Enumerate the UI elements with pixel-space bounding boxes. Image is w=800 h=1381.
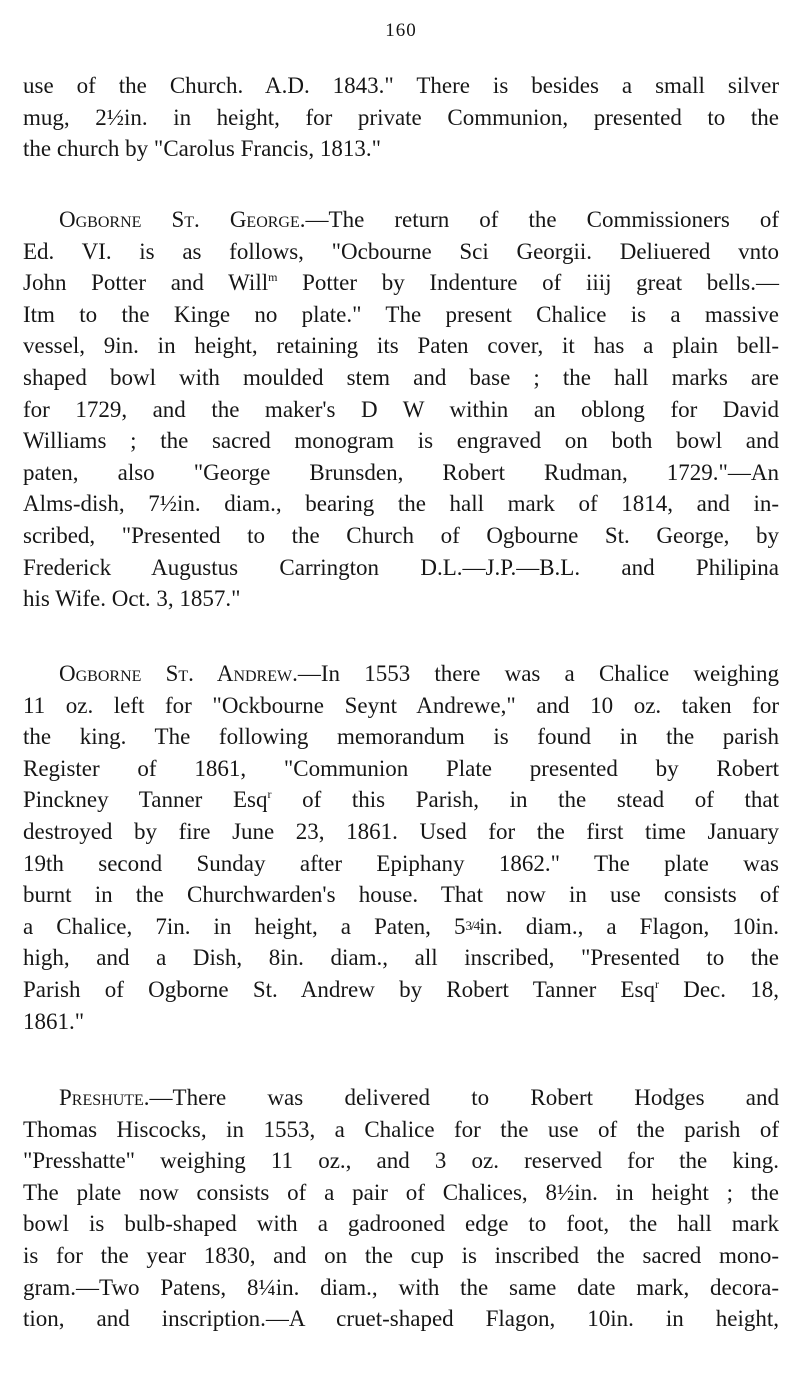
page-number: 160 (385, 20, 417, 41)
text-line: 19th second Sunday after Epiphany 1862." The plate was (23, 850, 779, 876)
text-line: Register of 1861, "Communion Plate presented by Robert (23, 755, 779, 781)
text-line: destroyed by fire June 23, 1861. Used for the first time January (23, 818, 779, 844)
superscript: m (268, 270, 278, 285)
text-line: shaped bowl with moulded stem and base ; the hall marks are (23, 364, 779, 390)
text-line: 1861." (23, 1008, 85, 1034)
text-run: Pinckney Tanner Esq (23, 787, 268, 813)
paragraph-preshute (23, 1082, 779, 1335)
text-line: is for the year 1830, and on the cup is inscribed the sacred mono- (23, 1242, 779, 1268)
text-line: gram.—Two Patens, 8¼in. diam., with the same date mark, decora- (23, 1274, 779, 1300)
text-line: Alms-dish, 7½in. diam., bearing the hall mark of 1814, and in- (23, 491, 779, 517)
text-run: Parish of Ogborne St. Andrew by Robert Tanner Esq (23, 976, 655, 1002)
text-line: scribed, "Presented to the Church of Ogbourne St. George, by (23, 522, 779, 548)
text-run: a Chalice, 7in. in height, a Paten, 5 (23, 913, 466, 939)
text-line: mug, 2½in. in height, for private Communion, presented to the (23, 104, 779, 130)
text-line (23, 911, 779, 943)
text-line: for 1729, and the maker's D W within an oblong for David (23, 396, 779, 422)
text-line: Ed. VI. is as follows, "Ocbourne Sci Georgii. Deliuered vnto (23, 238, 779, 264)
text-run: John Potter and Will (23, 270, 269, 296)
text-line: paten, also "George Brunsden, Robert Rudman, 1729."—An (23, 459, 779, 485)
text-line: vessel, 9in. in height, retaining its Paten cover, it has a plain bell- (23, 333, 779, 359)
text-line: bowl is bulb-shaped with a gadrooned edge to foot, the hall mark (23, 1211, 779, 1237)
superscript: r (655, 976, 659, 991)
section-heading: Preshute. (59, 1085, 150, 1110)
text-line: "Presshatte" weighing 11 oz., and 3 oz. reserved for the king. (23, 1148, 779, 1174)
text-run: —In 1553 there was a Chalice weighing (297, 661, 780, 686)
text-line: Williams ; the sacred monogram is engraved on both bowl and (23, 428, 779, 454)
paragraph-ogborne-st-andrew (23, 658, 779, 1037)
text-run: —There was delivered to Robert Hodges and (149, 1085, 779, 1110)
text-line: the church by "Carolus Francis, 1813." (23, 136, 381, 162)
paragraph-ogborne-st-george (23, 204, 779, 615)
text-line: high, and a Dish, 8in. diam., all inscribed, "Presented to the (23, 945, 779, 971)
text-line: use of the Church. A.D. 1843." There is besides a small silver (23, 73, 779, 98)
text-line (23, 267, 779, 299)
text-run: —The return of the Commissioners of (305, 207, 779, 232)
text-line: Itm to the Kinge no plate." The present Chalice is a massive (23, 301, 779, 327)
text-line: tion, and inscription.—A cruet-shaped Flagon, 10in. in height, (23, 1306, 779, 1332)
fraction: 3/4 (465, 917, 480, 933)
text-line: The plate now consists of a pair of Chalices, 8½in. in height ; the (23, 1179, 779, 1205)
superscript: r (267, 787, 272, 802)
paragraph-continuation (23, 70, 779, 165)
text-run: of this Parish, in the stead of that (271, 787, 779, 813)
text-line: 11 oz. left for "Ockbourne Seynt Andrewe," and 10 oz. taken for (23, 692, 779, 718)
text-line (23, 784, 779, 816)
text-line: the king. The following memorandum is found in the parish (23, 724, 779, 750)
text-line: Frederick Augustus Carrington D.L.—J.P.—B.L. and Philipina (23, 554, 779, 580)
text-line (23, 204, 779, 236)
text-line: burnt in the Churchwarden's house. That now in use consists of (23, 882, 779, 908)
text-run: Dec. 18, (659, 976, 780, 1002)
text-line (23, 1082, 779, 1114)
text-line: his Wife. Oct. 3, 1857." (23, 586, 241, 612)
section-heading: Ogborne St. Andrew. (59, 661, 298, 686)
text-line (23, 658, 779, 690)
text-run: Potter by Indenture of iiij great bells.— (277, 270, 779, 296)
section-heading: Ogborne St. George. (59, 207, 306, 232)
text-run: in. diam., a Flagon, 10in. (479, 913, 780, 939)
text-line (23, 974, 779, 1006)
text-line: Thomas Hiscocks, in 1553, a Chalice for the use of the parish of (23, 1116, 779, 1142)
